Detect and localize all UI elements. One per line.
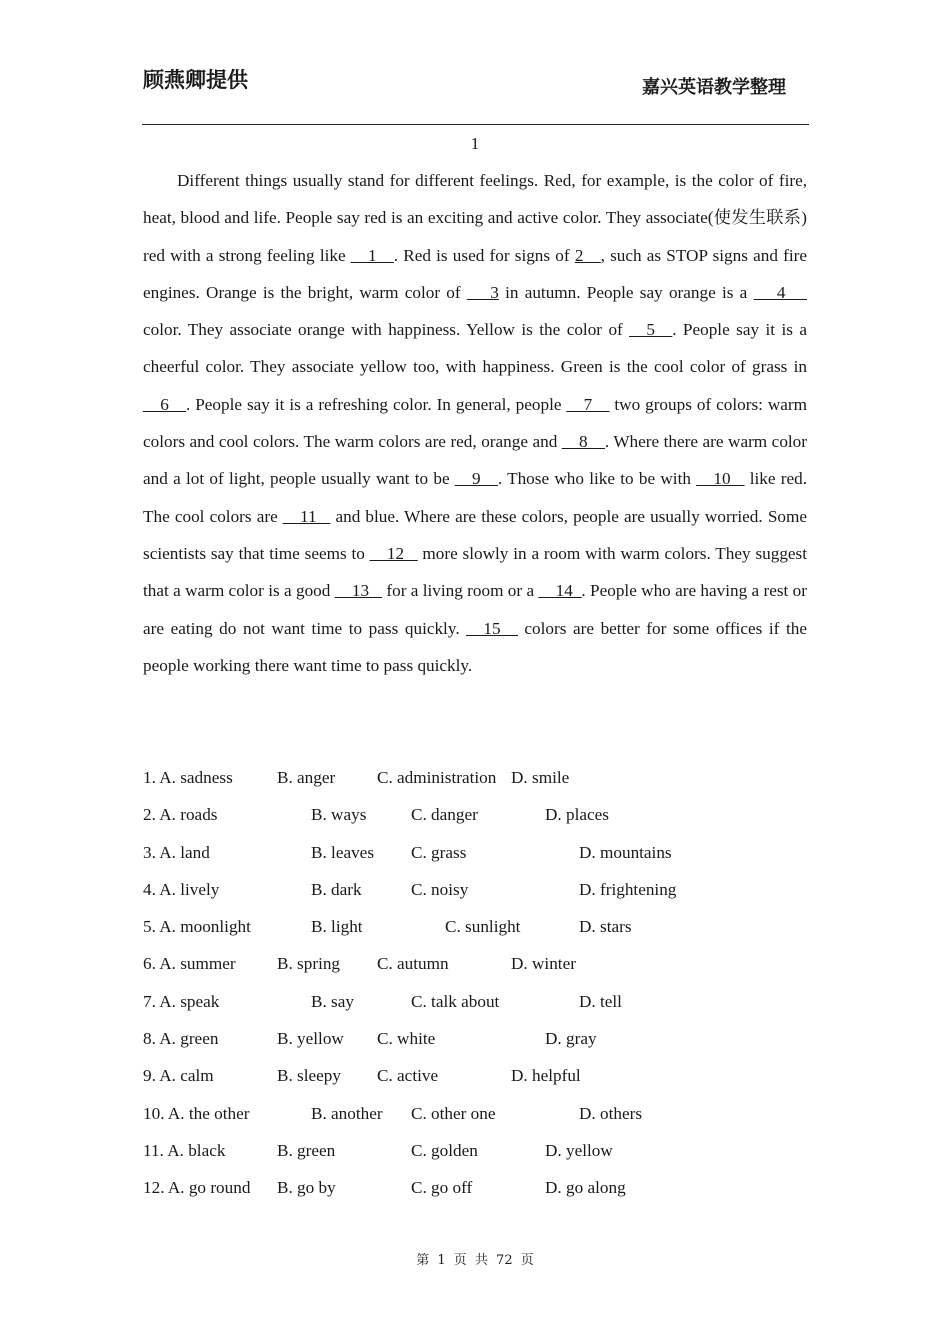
question-option-d: D. go along (545, 1178, 626, 1198)
question-option-b: B. say (311, 991, 354, 1011)
cloze-passage (143, 162, 807, 684)
passage-text: and blue. Where are these colors, people are usually worried. Some scientists say that time seems to (143, 506, 807, 563)
answer-blank: __5__ (629, 320, 673, 340)
question-option-a: 9. A. calm (143, 1066, 214, 1086)
question-row (143, 1095, 823, 1132)
question-option-c: C. sunlight (445, 917, 521, 937)
question-option-c: C. white (377, 1029, 436, 1049)
question-option-a: 7. A. speak (143, 991, 220, 1011)
answer-blank: __7__ (566, 394, 610, 414)
question-option-b: B. yellow (277, 1029, 344, 1049)
passage-text: colors are better for some offices if the people working there want time to pass quickly. (143, 618, 807, 675)
question-row (143, 759, 823, 796)
question-option-b: B. ways (311, 805, 367, 825)
passage-text: color. They associate orange with happiness. Yellow is the color of (143, 320, 630, 340)
question-row (143, 1020, 823, 1057)
question-option-c: C. noisy (411, 879, 469, 899)
page-footer: 第 1 页 共 72 页 (416, 1253, 534, 1268)
question-option-c: C. active (377, 1066, 439, 1086)
question-row (143, 1057, 823, 1094)
question-options-list (143, 759, 823, 1207)
passage-text: . Those who like to be with (497, 469, 697, 489)
answer-blank: __11_ (282, 506, 331, 526)
answer-blank: __4__ (753, 282, 807, 302)
answer-blank: __10 _ (696, 469, 745, 489)
passage-text: . People who are having a rest or are eating do not want time to pass quickly. (143, 581, 807, 638)
question-option-d: D. helpful (511, 1066, 581, 1086)
passage-text: , such as STOP signs and fire engines. Orange is the bright, warm color of (143, 245, 807, 302)
question-option-c: C. autumn (377, 954, 449, 974)
question-option-c: C. grass (411, 842, 467, 862)
question-option-d: D. smile (511, 768, 570, 787)
question-option-a: 3. A. land (143, 842, 210, 862)
question-option-a: 12. A. go round (143, 1178, 251, 1198)
passage-number: 1 (470, 134, 480, 153)
question-option-b: B. spring (277, 954, 341, 974)
passage-text: . Where there are warm color and a lot of light, people usually want to be (143, 432, 808, 489)
question-option-b: B. anger (277, 768, 336, 787)
question-option-b: B. another (311, 1103, 383, 1123)
header-right-text: 嘉兴英语教学整理 (642, 77, 786, 98)
question-option-a: 5. A. moonlight (143, 917, 251, 937)
question-option-d: D. tell (579, 991, 622, 1011)
question-option-b: B. go by (277, 1178, 336, 1198)
answer-blank: __8__ (561, 432, 605, 452)
header-left-text: 顾燕卿提供 (143, 68, 248, 92)
question-row (143, 1132, 823, 1169)
question-option-b: B. light (311, 917, 363, 937)
question-option-a: 6. A. summer (143, 954, 236, 974)
question-row (143, 1169, 823, 1206)
question-option-b: B. leaves (311, 842, 375, 862)
passage-text: in autumn. People say orange is a (498, 282, 754, 302)
header-divider (142, 124, 809, 125)
question-option-b: B. sleepy (277, 1066, 341, 1086)
question-option-a: 8. A. green (143, 1029, 219, 1049)
answer-blank: __6__ (143, 394, 186, 414)
question-row (143, 834, 823, 871)
answer-blank: __13_ (334, 581, 383, 601)
question-option-a: 2. A. roads (143, 805, 218, 825)
question-option-d: D. places (545, 805, 609, 825)
question-option-c: C. talk about (411, 991, 500, 1011)
answer-blank: __15__ (466, 618, 518, 638)
question-option-b: B. dark (311, 879, 362, 899)
answer-blank: __12 _ (369, 543, 418, 563)
passage-text: . Red is used for signs of (393, 245, 575, 265)
passage-text: two groups of colors: warm colors and cool colors. The warm colors are red, orange and (143, 394, 807, 452)
question-option-d: D. others (579, 1103, 643, 1123)
question-option-a: 11. A. black (143, 1140, 226, 1160)
question-option-a: 4. A. lively (143, 879, 220, 899)
question-row (143, 871, 823, 908)
question-option-c: C. administration (377, 768, 497, 787)
question-option-a: 10. A. the other (143, 1103, 250, 1123)
question-option-d: D. mountains (579, 842, 672, 862)
passage-text: . People say it is a cheerful color. They associate yellow too, with happiness. Green is the cool color of grass in (143, 320, 807, 377)
question-option-d: D. stars (579, 917, 632, 937)
answer-blank: __1__ (350, 245, 394, 265)
question-option-d: D. gray (545, 1029, 597, 1049)
answer-blank: 2__ (574, 245, 601, 265)
question-row (143, 983, 823, 1020)
answer-blank: __3 (466, 282, 499, 302)
question-option-d: D. yellow (545, 1140, 613, 1160)
question-option-d: D. winter (511, 954, 576, 974)
question-option-d: D. frightening (579, 879, 677, 899)
question-option-c: C. golden (411, 1140, 478, 1160)
question-option-b: B. green (277, 1140, 336, 1160)
answer-blank: __9__ (454, 469, 498, 489)
question-row (143, 796, 823, 833)
passage-text: more slowly in a room with warm colors. They suggest that a warm color is a good (143, 543, 808, 601)
question-option-c: C. other one (411, 1103, 496, 1123)
passage-text: . People say it is a refreshing color. In general, people (185, 394, 567, 414)
question-option-c: C. go off (411, 1178, 473, 1198)
passage-text: for a living room or a (382, 581, 539, 601)
answer-blank: __14_ (538, 581, 582, 601)
passage-text: Different things usually stand for different feelings. Red, for example, is the color of fire, heat, blood and life. People say red is an exciting and active color. They associate(使发生联系) red with a strong feeling like (143, 171, 807, 265)
question-option-a: 1. A. sadness (143, 768, 233, 787)
question-option-c: C. danger (411, 805, 478, 825)
passage-text: like red. The cool colors are (143, 469, 808, 526)
question-row (143, 908, 823, 945)
question-row (143, 945, 823, 982)
